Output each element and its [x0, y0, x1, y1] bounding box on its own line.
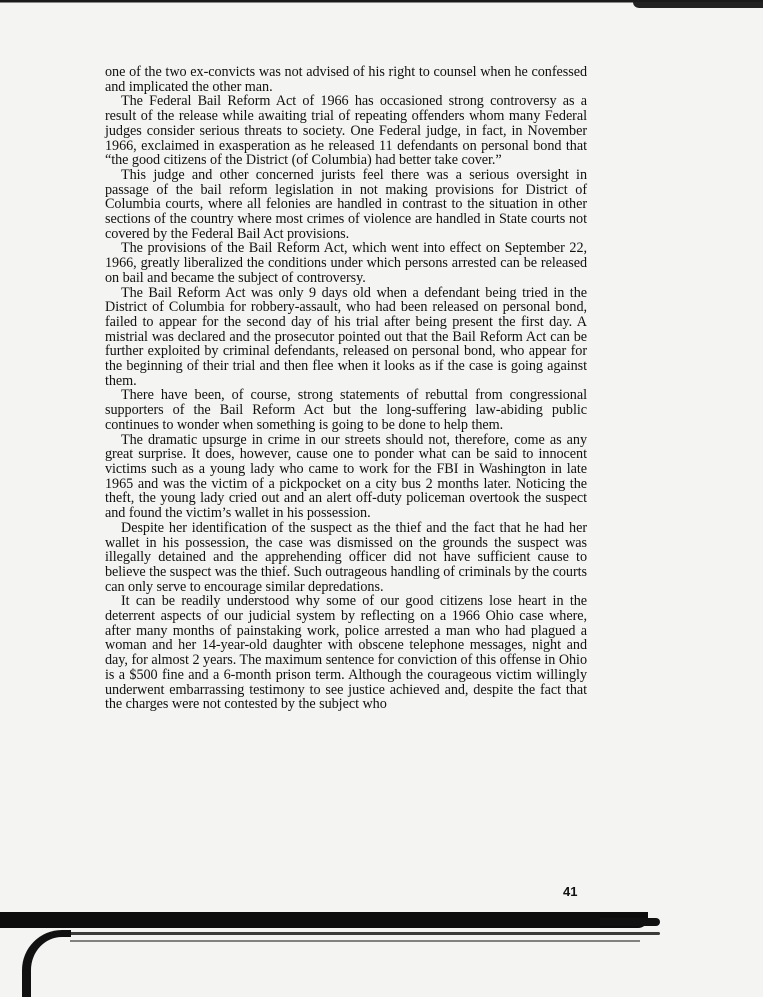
- scan-top-smear: [633, 2, 763, 8]
- paragraph: The dramatic upsurge in crime in our streets should not, therefore, come as any great surprise. It does, however, cause one to ponder what can be said to innocent victims such as a young lady who came to work for the FBI in Washington in late 1965 and was the victim of a pickpocket on a city bus 2 months later. Noticing the theft, the young lady cried out and an alert off-duty policeman overtook the suspect and found the victim’s wallet in his possession.: [105, 431, 587, 522]
- paragraph: It can be readily understood why some of our good citizens lose heart in the deterrent aspects of our judicial system by reflecting on a 1966 Ohio case where, after many months of painstaking work, police arrested a man who had plagued a woman and her 14-year-old daughter with obscene telephone messages, night and day, for almost 2 years. The maximum sentence for conviction of this offense in Ohio is a $500 fine and a 6-month prison term. Although the courageous victim willingly underwent embarrassing testimony to see justice achieved and, despite the fact that the charges were not contested by the subject who: [105, 593, 587, 713]
- scan-band-tail: [600, 918, 660, 926]
- scan-band-line: [70, 940, 640, 942]
- page-number: 41: [563, 884, 578, 899]
- paragraph: There have been, of course, strong statements of rebuttal from congressional supporters of the Bail Reform Act but the long-suffering law-abiding public continues to wonder when something is going to be done to help them.: [105, 387, 587, 433]
- scan-band-bar: [0, 912, 648, 928]
- scan-bottom-band: [0, 912, 763, 990]
- page-body-text: [105, 65, 587, 712]
- paragraph: The Federal Bail Reform Act of 1966 has occasioned strong controversy as a result of the release while awaiting trial of repeating offenders whom many Federal judges consider serious threats to society. One Federal judge, in fact, in November 1966, exclaimed in exasperation as he released 11 defendants on personal bond that “the good citizens of the District (of Columbia) had better take cover.”: [105, 93, 587, 169]
- paragraph: The Bail Reform Act was only 9 days old when a defendant being tried in the District of Columbia for robbery-assault, who had been released on personal bond, failed to appear for the second day of his trial after being present the first day. A mistrial was declared and the prosecutor pointed out that the Bail Reform Act can be further exploited by criminal defendants, released on personal bond, who appear for the beginning of their trial and then flee when it looks as if the case is going against them.: [105, 284, 587, 389]
- paragraph: one of the two ex-convicts was not advised of his right to counsel when he confessed and implicated the other man.: [105, 64, 587, 95]
- scan-band-line: [60, 932, 660, 935]
- paragraph: The provisions of the Bail Reform Act, which went into effect on September 22, 1966, greatly liberalized the conditions under which persons arrested can be released on bail and became the subject of controversy.: [105, 240, 587, 286]
- paragraph: This judge and other concerned jurists feel there was a serious oversight in passage of the bail reform legislation in not making provisions for District of Columbia courts, where all felonies are handled in contrast to the situation in other sections of the country where most crimes of violence are handled in State courts not covered by the Federal Bail Act provisions.: [105, 166, 587, 242]
- scan-band-curve: [22, 930, 71, 997]
- paragraph: Despite her identification of the suspect as the thief and the fact that he had her wallet in his possession, the case was dismissed on the grounds the suspect was illegally detained and the apprehending officer did not have sufficient cause to believe the suspect was the thief. Such outrageous handling of criminals by the courts can only serve to encourage similar depredations.: [105, 519, 587, 595]
